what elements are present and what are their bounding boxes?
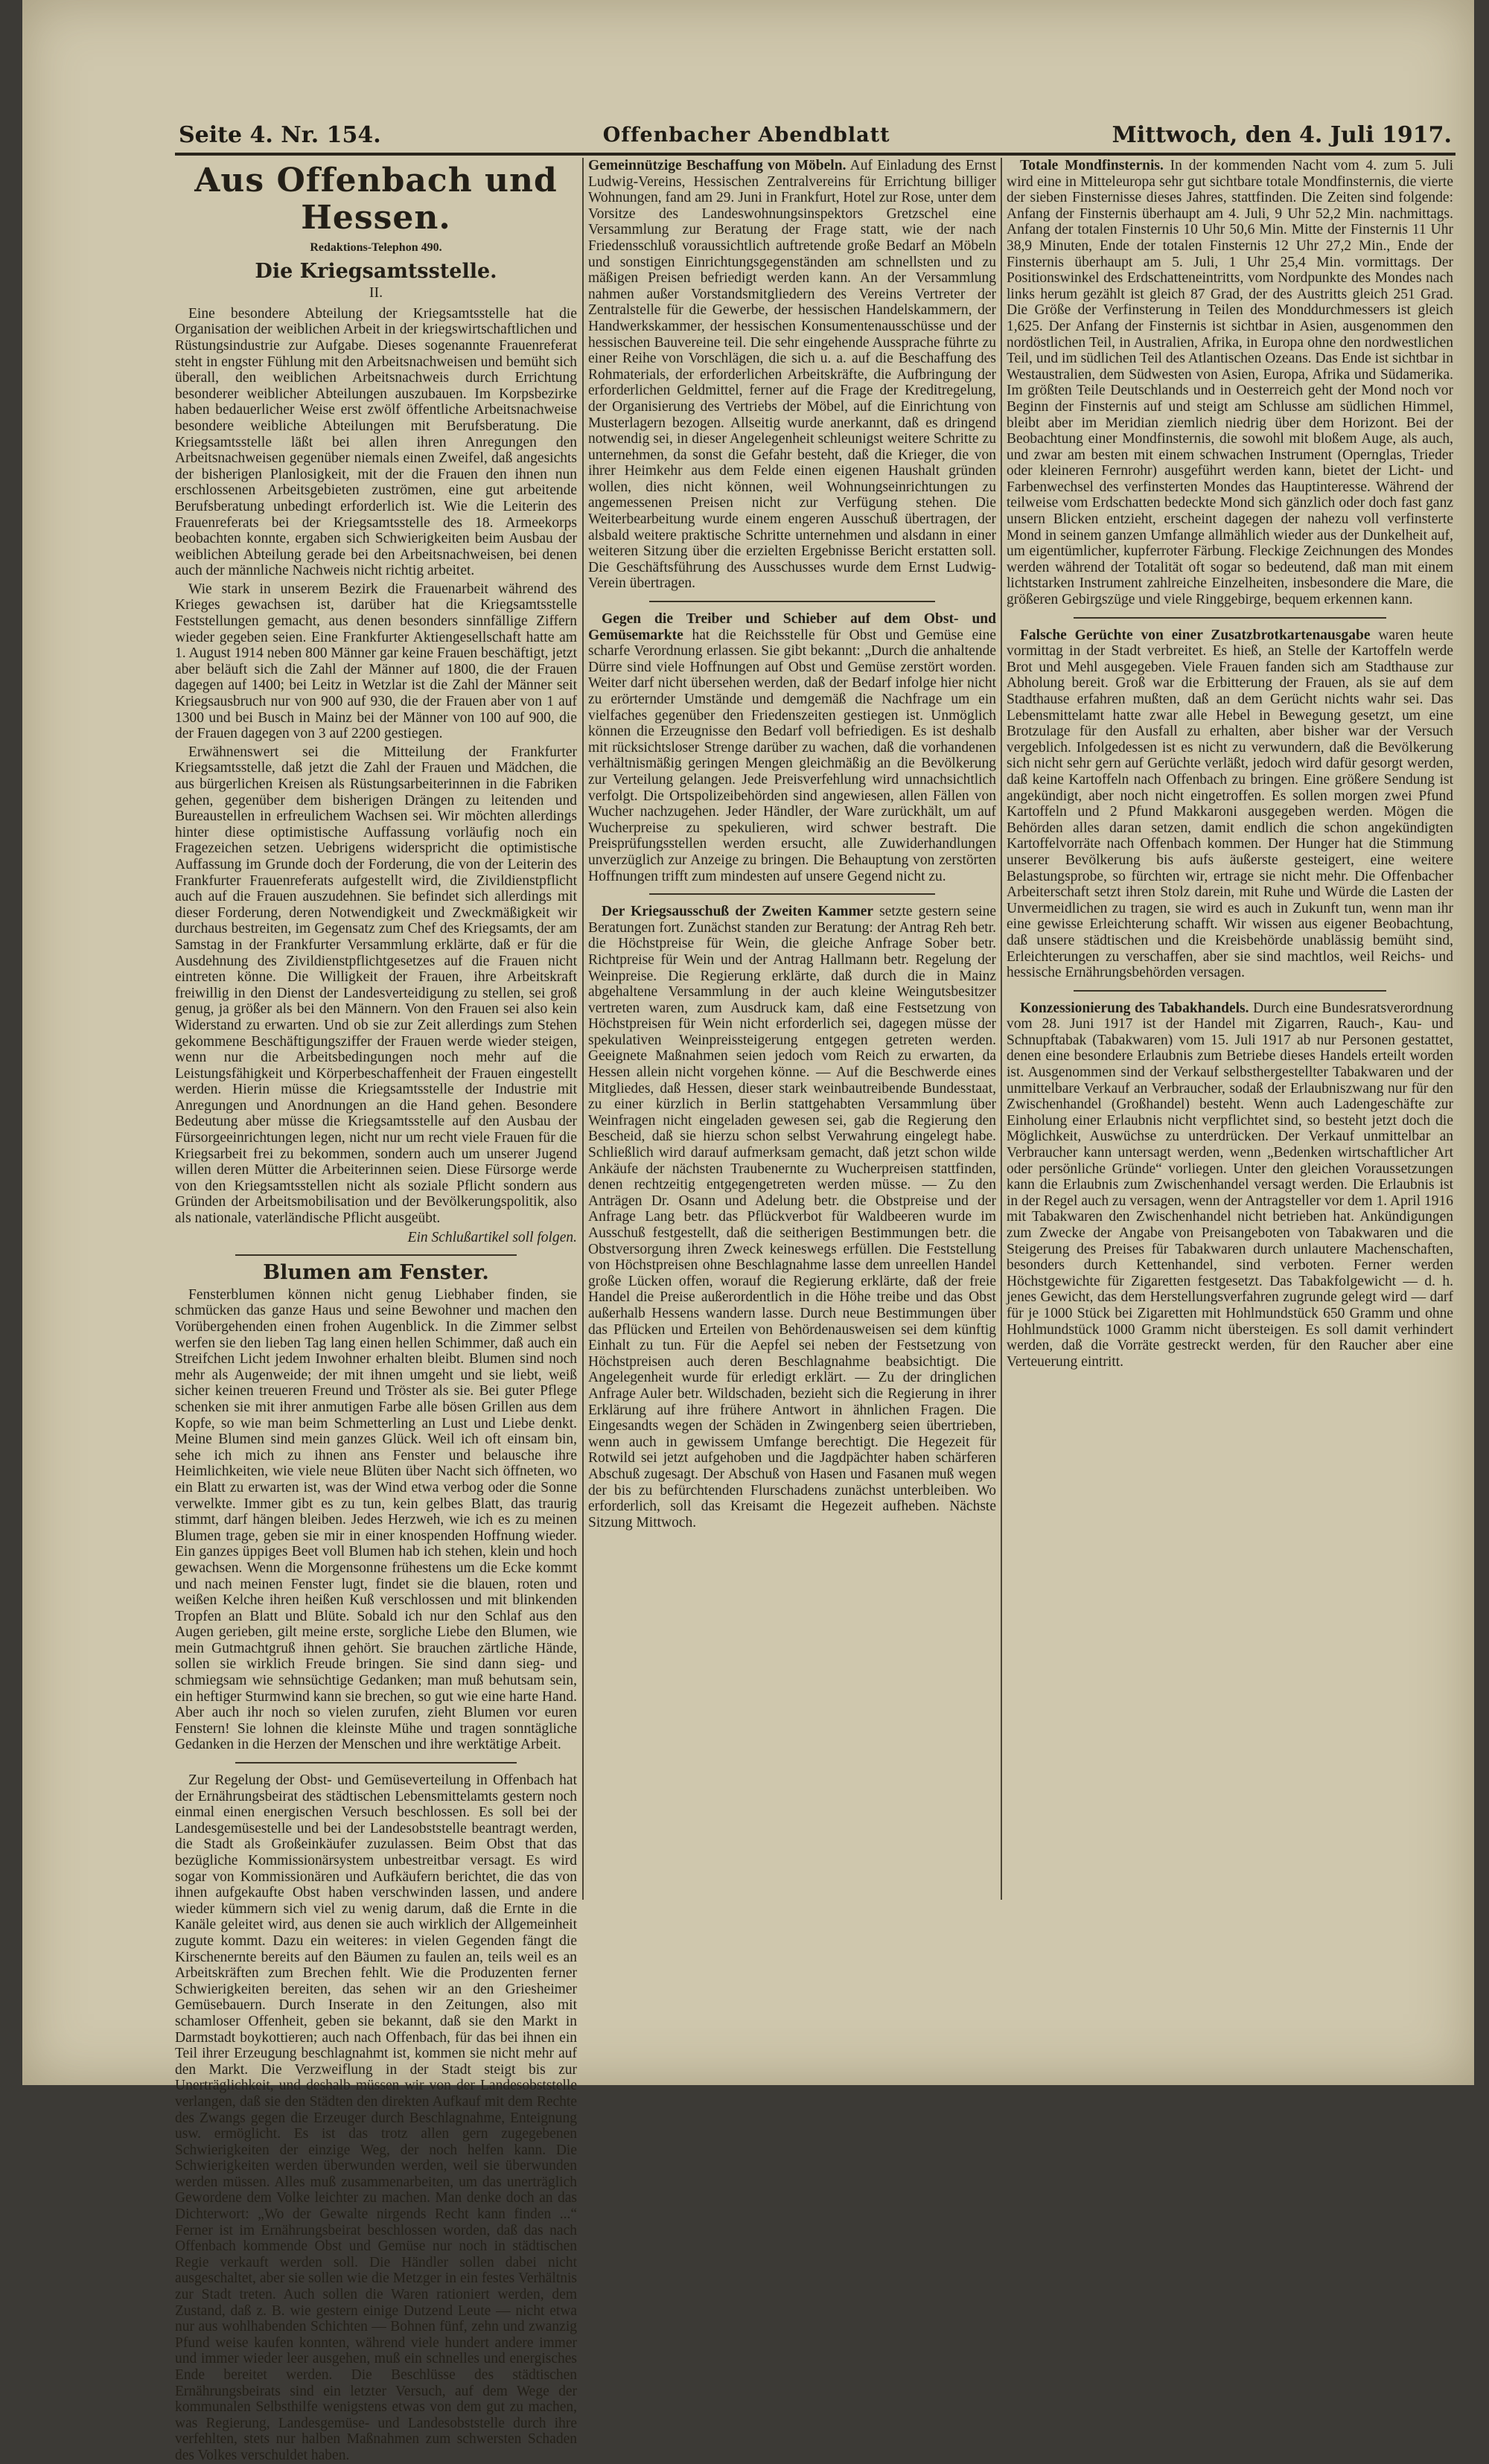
article-body: Auf Einladung des Ernst Ludwig-Vereins, Hessischen Zentralvereins für Errichtung billiger Wohnungen, fand am 29. Juni in Frankfurt, Hotel zur Rose, unter dem Vorsitze des Landeswohnungsinspektors Gretzschel eine Versammlung zur Beratung der Frage statt, wie der nach Friedensschluß voraussichtlich auftretende große Bedarf an Möbeln und sonstigen Einrichtungsgegenständen am schnellsten und zu mäßigen Preisen befriedigt werden kann. An der Versammlung nahmen außer Vorstandsmitgliedern des Vereins Vertreter der Zentralstelle für die Gewerbe, der hessischen Handelskammern, der Handwerkskammer, der hessischen Konsumentenausschüsse und der hessischen Bauvereine teil. Die sehr eingehende Aussprache führte zu einer Reihe von Vorschlägen, die sich u. a. auf die Beschaffung des Rohmaterials, der erforderlichen Arbeitskräfte, die Aufbringung der erforderlichen Geldmittel, ferner auf die Frage der Kreditregelung, der Organisierung des Vertriebs der Möbel, auf die Einrichtung von Musterlagern bezogen. Allseitig wurde anerkannt, daß es dringend notwendig sei, in dieser Angelegenheit schleunigst weitere Schritte zu unternehmen, da sonst die Gefahr besteht, daß die Krieger, die von ihrer Heimkehr aus dem Felde einen eigenen Haushalt gründen wollen, dies nicht können, weil Wohnungseinrichtungen zu angemessenen Preisen nicht zur Verfügung stehen. Die Weiterbearbeitung wurde einem engeren Ausschuß übertragen, der alsbald weitere praktische Schritte unternehmen und alsdann in einer weiteren Sitzung über die erzielten Ergebnisse Bericht erstatten soll. Die Geschäftsführung des Ausschusses wurde dem Ernst Ludwig-Verein übertragen. [588, 158, 996, 592]
article-title: Blumen am Fenster. [263, 1261, 489, 1285]
article-signoff: Ein Schlußartikel soll folgen. [407, 1229, 577, 1245]
article-lead: Gemeinnützige Beschaffung von Möbeln. [588, 158, 846, 173]
issue-date: Mittwoch, den 4. Juli 1917. [1112, 121, 1452, 148]
article-paragraph [1007, 628, 1453, 981]
masthead: Offenbacher Abendblatt [602, 123, 890, 147]
article-separator [1074, 990, 1386, 992]
article-separator [235, 1762, 517, 1764]
article-paragraph: Erwähnenswert sei die Mitteilung der Frankfurter Kriegsamtsstelle, daß jetzt die Zahl der Frauen und Mädchen, die aus bürgerlichen Kreisen als Rüstungsarbeiterinnen in die Fabriken gehen, gegenüber dem bisherigen Drängen zu leitenden und Bureaustellen in erfreulichem Wachsen sei. Wir möchten allerdings hinter diese optimistische Auffassung vorläufig noch ein Fragezeichen setzen. Uebrigens widerspricht die optimistische Auffassung im Grunde doch der Forderung, die von der Leiterin des Frankfurter Frauenreferats aufgestellt wird, die Zivildienstpflicht auch auf die Frauen auszudehnen. Sie befindet sich allerdings mit dieser Forderung, deren Notwendigkeit und Zweckmäßigkeit wir durchaus bestreiten, im Gegensatz zum Chef des Kriegsamts, der am Samstag in der Frankfurter Versammlung erklärte, daß er für die Ausdehnung des Zivildienstpflichtgesetzes auf die Frauen nicht eintreten könne. Die Willigkeit der Frauen, ihre Arbeitskraft freiwillig in den Dienst der Landesverteidigung zu stellen, sei groß genug, ja größer als bei den Männern. Von den Frauen sei also kein Widerstand zu erwarten. Und ob sie zur Zeit allerdings zum Stehen gekommene Beschäftigungsziffer der Frauen werde wieder steigen, wenn nur die Arbeitsbedingungen noch mehr auf die Leistungsfähigkeit und Körperbeschaffenheit der Frauen eingestellt werden. Hierin müsse die Kriegsamtsstelle der Industrie mit Anregungen und Anordnungen an die Hand gehen. Besondere Bedeutung aber müsse die Kriegsamtsstelle auf den Ausbau der Fürsorgeeinrichtungen legen, nicht nur um recht viele Frauen für die Kriegsarbeit frei zu bekommen, sondern auch um unserer Jugend willen deren Mütter die Arbeiterinnen seien. Diese Fürsorge werde von den Kriegsamtsstellen nicht als soziale Pflicht sondern aus Gründen der Arbeitsmobilisation und der Bevölkerungspolitik, also als nationale, vaterländische Pflicht ausgeübt. [175, 744, 577, 1227]
article-paragraph [1007, 1000, 1453, 1370]
page-number: Seite 4. Nr. 154. [179, 121, 381, 148]
column-rule [582, 158, 584, 1900]
article-lead: Konzessionierung des Tabakhandels. [1020, 1000, 1249, 1016]
article-separator [235, 1254, 517, 1256]
article-paragraph: Fensterblumen können nicht genug Liebhaber finden, sie schmücken das ganze Haus und seine Bewohner und machen den Vorübergehenden einen frohen Augenblick. In die Zimmer selbst werfen sie den lieben Tag lang einen hellen Schimmer, daß auch ein Streifchen Licht jedem Inwohner erhalten bleibt. Blumen sind noch mehr als Augenweide; der mit ihnen umgeht und sie liebt, weiß sicher keinen treueren Freund und Tröster als sie. Bei guter Pflege schenken sie mit ihrer anmutigen Farbe alle bösen Grillen aus dem Kopfe, so wie man beim Schmetterling an Lust und Liebe denkt. Meine Blumen sind mein ganzes Glück. Weil ich oft einsam bin, sehe ich mich zu ihnen ans Fenster und belausche ihre Heimlichkeiten, wie viele neue Blüten über Nacht sich öffneten, wo ein Blatt zu erwarten ist, was der Wind etwa verbog oder die Sonne verwelkte. Immer gibt es zu tun, kein gelbes Blatt, das traurig stimmt, darf hängen bleiben. Jedes Herzweh, wie ich es zu meinen Blumen trage, geben sie mir in einer knospenden Hoffnung wieder. Ein ganzes üppiges Beet voll Blumen hab ich stehen, klein und hoch gewachsen. Wenn die Morgensonne frühestens um die Ecke kommt und nach meinen Fenster lugt, findet sie die blauen, roten und weißen Kelche ihren heißen Kuß verschlossen und mit blinkenden Tropfen an Blatt und Blüte. Sobald ich nur den Schlaf aus den Augen gerieben, gilt meine erste, sorgliche Liebe den Blumen, wie mein Gutmachtgruß ihnen gehört. Sie brauchen zärtliche Hände, sollen sie wirklich Freude bringen. Sie sind dann sieg- und schmiegsam wie sehnsüchtige Gedanken; man muß behutsam sein, ein heftiger Sturmwind kann sie brechen, so gut wie eine harte Hand. Aber auch ihr noch so vielen zurufen, zieht Blumen vor euren Fenstern! Sie lohnen die kleinste Mühe und tragen sonntägliche Gedanken in die Herzen der Menschen und ihre werktätige Arbeit. [175, 1286, 577, 1753]
column-1 [175, 158, 577, 2463]
header-rule [175, 153, 1455, 156]
article-paragraph [588, 158, 996, 592]
article-paragraph [1007, 158, 1453, 608]
article-paragraph [588, 611, 996, 884]
article-body: hat die Reichsstelle für Obst und Gemüse eine scharfe Verordnung erlassen. Sie gibt bekannt: „Durch die anhaltende Dürre sind viele Hoffnungen auf Obst und Gemüse zerstört worden. Weiter darf nicht übersehen werden, daß der Bedarf infolge hier nicht zu erörternder Umstände und demgemäß die Nachfrage um ein vielfaches gegenüber den Friedenszeiten gestiegen ist. Unmöglich können die Erzeugnisse den Bedarf voll befriedigen. Es ist deshalb mit rücksichtsloser Strenge darüber zu wachen, daß die vorhandenen verhältnismäßig geringen Mengen gleichmäßig an die Bevölkerung zur Verteilung gelangen. Jede Preisverfehlung wird unnachsichtlich verfolgt. Die Ortspolizeibehörden sind angewiesen, allen Fällen von Wucher nachzugehen. Jeder Händler, der Ware zurückhält, um auf Wucherpreise zu spekulieren, wird schwer bestraft. Die Preisprüfungsstellen werden ersucht, alle Zuwiderhandlungen unverzüglich zur Anzeige zu bringen. Die Behauptung von zerstörten Hoffnungen trifft zum mindesten auf unsere Gegend nicht zu. [588, 627, 996, 884]
article-title: Die Kriegsamtsstelle. [255, 259, 497, 283]
article-lead: Totale Mondfinsternis. [1020, 158, 1164, 173]
article-paragraph: Eine besondere Abteilung der Kriegsamtsstelle hat die Organisation der weiblichen Arbeit in der kriegswirtschaftlichen und Rüstungsindustrie zur Aufgabe. Dieses sogenannte Frauenreferat steht in engster Fühlung mit den Arbeitsnachweisen und bemüht sich überall, den weiblichen Arbeitsnachweis durch Errichtung besonderer weiblicher Abteilungen auszubauen. Im Korpsbezirke haben bedauerlicher Weise erst zwölf öffentliche Arbeitsnachweise besondere weibliche Abteilungen mit Berufsberatung. Die Kriegsamtsstelle läßt bei allen ihren Anregungen den Arbeitsnachweisen gegenüber niemals einen Zweifel, daß angesichts der bisherigen Planlosigkeit, mit der die Frauen den ihnen nun erschlossenen Arbeitsgebieten zuströmen, eine gut arbeitende Berufsberatung unbedingt erforderlich ist. Wie die Leiterin des Frauenreferats bei der Kriegsamtsstelle des 18. Armeekorps beobachten konnte, ergaben sich Schwierigkeiten beim Ausbau der weiblichen Abteilung gerade bei den Arbeitsnachweisen, bei denen auch der männliche Nachweis nicht richtig arbeitet. [175, 305, 577, 579]
article-paragraph [588, 904, 996, 1531]
article-body: waren heute vormittag in der Stadt verbreitet. Es hieß, an Stelle der Kartoffeln werde Brot und Mehl ausgegeben. Viele Frauen fanden sich am Stadthause zur Abholung bereit. Groß war die Erbitterung der Frauen, als sie auf dem Stadthause erfahren mußten, daß an dem Gerücht nichts wahr sei. Das Lebensmittelamt hatte zwar alle Hebel in Bewegung gesetzt, um eine Brotzulage für den Ausfall zu erhalten, aber bisher war der Versuch vergeblich. Infolgedessen ist es nicht zu verwundern, daß die Bevölkerung sich nicht sehr gern auf Gerüchte verläßt, jedoch wird dafür gesorgt werden, daß keine Kartoffeln nach Offenbach zu bringen. Eine größere Sendung ist angekündigt, aber noch nicht eingetroffen. Es sollen morgen zwei Pfund Kartoffeln und 2 Pfund Makkaroni ausgegeben werden. Mögen die Behörden alles daran setzen, damit endlich die schon angekündigten Kartoffelvorräte nach Offenbach kommen. Der Hunger hat die Stimmung unserer Bevölkerung bis aufs äußerste gesteigert, eine weitere Belastungsprobe, so fürchten wir, ertrage sie nicht mehr. Die Offenbacher Arbeiterschaft setzt ihren Stolz darein, mit Ruhe und Würde die Lasten der Unvermeidlichen zu tragen, sie wird es auch in Zukunft tun, wenn man ihr eine gewisse Erleichterung schafft. Wir wissen aus eigener Beobachtung, daß unsere städtischen und die Kreisbehörde unablässig bemüht sind, Erleichterungen zu verschaffen, aber sie sind machtlos, weil Reichs- und hessische Ernährungsbehörden versagen. [1007, 627, 1454, 981]
article-separator [649, 893, 935, 895]
article-separator [1074, 617, 1386, 619]
article-lead: Gegen die Treiber und Schieber auf dem Obst- und Gemüsemarkte [588, 611, 996, 643]
article-body: Durch eine Bundesratsverordnung vom 28. Juni 1917 ist der Handel mit Zigarren, Rauch-, Kau- und Schnupftabak (Tabakwaren) vom 15. Juli 1917 ab nur Personen gestattet, denen eine besondere Erlaubnis zum Betriebe dieses Handels erteilt worden ist. Ausgenommen sind der Verkauf selbsthergestellter Tabakwaren und der unmittelbare Verkauf an Verbraucher, sodaß der Erlaubniszwang nur für den Zwischenhandel (Großhandel) besteht. Wenn auch Ladengeschäfte zur Einholung einer Erlaubnis nicht verpflichtet sind, so besteht jetzt doch die Möglichkeit, Auswüchse zu unterdrücken. Der Verkauf unmittelbar an Verbraucher kann untersagt werden, wenn „Bedenken wirtschaftlicher Art oder persönliche Gründe“ vorliegen. Unter den gleichen Voraussetzungen kann die Erlaubnis zum Zwischenhandel versagt werden. Die Erlaubnis ist in der Regel auch zu versagen, wenn der Antragsteller vor dem 1. April 1916 mit Tabakwaren den Zwischenhandel nicht betrieben hat. Ankündigungen zum Zwecke der Angabe von Preisangeboten von Tabakwaren und die Steigerung des Preises für Tabakwaren durch unlautere Machenschaften, besonders durch Kettenhandel, sind verboten. Ferner werden Höchstgewichte für Zigaretten festgesetzt. Das Tabakfolgewicht — d. h. jenes Gewicht, das dem Herstellungsverfahren zugrunde gelegt wird — darf für je 1000 Stück bei Zigaretten mit Hohlmundstück 650 Gramm und ohne Hohlmundstück 1000 Gramm nicht übersteigen. Es soll damit verhindert werden, daß die Vorräte gestreckt werden, für den Raucher aber eine Verteuerung eintritt. [1007, 1000, 1453, 1370]
article-lead: Der Kriegsausschuß der Zweiten Kammer [602, 904, 874, 920]
article-body: setzte gestern seine Beratungen fort. Zunächst standen zur Beratung: der Antrag Reh betr. die Höchstpreise für Wein, die gleiche Anfrage Sober betr. Richtpreise für Wein und der Antrag Hallmann betr. Regelung der Weinpreise. Die Regierung erklärte, daß durch die in Mainz abgehaltene Versammlung in der auch kleine Weingutsbesitzer vertreten waren, zum Ausdruck kam, daß eine Festsetzung von Höchstpreisen für Wein nicht erforderlich sei, dagegen müsse der spekulativen Weinpreissteigerung entgegen getreten werden. Geeignete Maßnahmen seien jedoch vom Reich zu erwarten, da Hessen allein nicht vorgehen könne. — Auf die Beschwerde eines Mitgliedes, daß Hessen, dieser stark weinbautreibende Bundesstaat, zu einer kürzlich in Berlin stattgehabten Versammlung über Weinfragen nicht eingeladen gewesen sei, gab die Regierung den Bescheid, daß sie hierzu schon selbst Verwahrung eingelegt habe. Schließlich wird darauf aufmerksam gemacht, daß jetzt schon wilde Ankäufe der nächsten Traubenernte zu Wucherpreisen stattfinden, denen rechtzeitig entgegengetreten werden müsse. — Zu den Anträgen Dr. Osann und Adelung betr. die Obstpreise und der Anfrage Lang betr. das Pflückverbot für Waldbeeren wurde im Ausschuß festgestellt, daß die seitherigen Bestimmungen betr. die Obstversorgung ihren Zweck keineswegs erfüllen. Die Feststellung von Höchstpreisen ohne Beschlagnahme lasse dem unreellen Handel große Lücken offen, worauf die Regierung erklärte, daß der freie Handel die Preise außerordentlich in die Höhe treibe und das Obst außerhalb Hessens wandern lasse. Durch neue Bestimmungen über das Pflücken und Erteilen von Behördenausweisen sei dem künftig Einhalt zu tun. Für die Aepfel sei neben der Festsetzung von Höchstpreisen auch deren Beschlagnahme beabsichtigt. Die Angelegenheit wurde für erledigt erklärt. — Zu der dringlichen Anfrage Auler betr. Wildschaden, bezieht sich die Regierung in ihrer Erklärung auf ihre frühere Antwort in ähnlichen Fragen. Die Eingesandts wegen der Schäden in Zwingenberg seien übertrieben, wenn auch in gewissem Umfange berechtigt. Die Hegezeit für Rotwild sei jetzt aufgehoben und die Jagdpächter haben schärferen Abschuß zugesagt. Der Abschuß von Hasen und Fasanen muß wegen der bis zu befürchtenden Flurschadens zunächst unterbleiben. Wo erforderlich, soll das Kreisamt die Hegezeit aufheben. Nächste Sitzung Mittwoch. [588, 904, 996, 1531]
newspaper-page [22, 0, 1474, 2463]
article-paragraph: Zur Regelung der Obst- und Gemüseverteilung in Offenbach hat der Ernährungsbeirat des städtischen Lebensmittelamts gestern noch einmal einen energischen Versuch beschlossen. Es soll bei der Landesgemüsestelle und bei der Landesobststelle beantragt werden, die Stadt als Großeinkäufer zuzulassen. Beim Obst that das bezügliche Kommissionärsystem unbestreitbar versagt. Es wird sogar von Kommissionären und Aufkäufern berichtet, die das von ihnen aufgekaufte Obst haben verschwinden lassen, und andere wieder kümmern sich viel zu wenig darum, daß die Ernte in die Kanäle geleitet wird, aus denen sie auch wirklich der Allgemeinheit zugute kommt. Dazu ein weiteres: in vielen Gegenden fängt die Kirschenernte bereits auf den Bäumen zu faulen an, teils weil es an Arbeitskräften zum Brechen fehlt. Wie die Produzenten ferner Schwierigkeiten bereiten, das sehen wir an den Griesheimer Gemüsebauern. Durch Inserate in den Zeitungen, also mit schamloser Offenheit, geben sie bekannt, daß sie den Markt in Darmstadt boykottieren; auch nach Offenbach, für das bei ihnen ein Teil ihrer Erzeugung beschlagnahmt ist, kommen sie nicht mehr auf den Markt. Die Verzweiflung in der Stadt steigt bis zur Unerträglichkeit, und deshalb müssen wir von der Landesobststelle verlangen, daß sie den Städten den direkten Aufkauf mit dem Rechte des Zwangs gegen die Erzeuger durch Beschlagnahme, Enteignung usw. ermöglicht. Es ist das trotz allen gern zugegebenen Schwierigkeiten der einzige Weg, der noch helfen kann. Die Schwierigkeiten werden überwunden werden, weil sie überwunden werden müssen. Alles muß zusammenarbeiten, um das unerträglich Gewordene dem Volke leichter zu machen. Man denke doch an das Dichterwort: „Wo der Gewalte nirgends Recht kann finden ...“ Ferner ist im Ernährungsbeirat beschlossen worden, daß das nach Offenbach kommende Obst und Gemüse nur noch in städtischen Regie verkauft werden soll. Die Händler sollen dabei nicht ausgeschaltet, aber sie sollen wie die Metzger in ein festes Verhältnis zur Stadt treten. Auch sollen die Waren rationiert werden, dem Zustand, daß z. B. wie gestern einige Dutzend Leute — nicht etwa nur aus wohlhabenden Schichten — Bohnen fünf, zehn und zwanzig Pfund weise kaufen konnten, während viele hundert andere immer und immer wieder leer ausgehen, muß ein schnelles und energisches Ende bereitet werden. Die Beschlüsse des städtischen Ernährungsbeirats sind ein letzter Versuch, auf dem Wege der kommunalen Selbsthilfe wenigstens etwas von dem gut zu machen, was Regierung, Landesgemüse- und Landesobststelle durch ihre verfehlten, stets nur halben Maßnahmen zum schwersten Schaden des Volkes verschuldet haben. [175, 1772, 577, 2463]
column-rule [1001, 158, 1002, 1900]
running-header [179, 118, 1452, 152]
column-3 [1007, 158, 1453, 1930]
section-title: Aus Offenbach und Hessen. [194, 162, 558, 237]
article-part: II. [369, 284, 383, 301]
article-separator [649, 601, 935, 602]
article-paragraph: Wie stark in unserem Bezirk die Frauenarbeit während des Krieges gewachsen ist, darüber hat die Kriegsamtsstelle Feststellungen gemacht, aus denen besonders sinnfällige Ziffern wieder gegeben seien. Eine Frankfurter Aktiengesellschaft hatte am 1. August 1914 neben 800 Männer gar keine Frauen beschäftigt, jetzt aber beläuft sich die Zahl der Männer auf 1800, die der Frauen dagegen auf 1400; bei Leitz in Wetzlar ist die Zahl der Männer seit Kriegsausbruch nur von 900 auf 930, die der Frauen aber von 1 auf 1300 und bei Busch in Mainz bei der Männer von 100 auf 900, die der Frauen dagegen von 3 auf 2200 gestiegen. [175, 581, 577, 742]
article-body: In der kommenden Nacht vom 4. zum 5. Juli wird eine in Mitteleuropa sehr gut sichtbare totale Mondfinsternis, die vierte der sieben Finsternisse dieses Jahres, stattfinden. Die Zeiten sind folgende: Anfang der Finsternis überhaupt am 4. Juli, 9 Uhr 52,2 Min. nachmittags. Anfang der totalen Finsternis 10 Uhr 50,6 Min. Mitte der Finsternis 11 Uhr 38,9 Minuten, Ende der totalen Finsternis 12 Uhr 27,2 Min., Ende der Finsternis überhaupt am 5. Juli, 1 Uhr 25,4 Min. vormittags. Der Positionswinkel des Erdschatteneintritts, vom Nordpunkte des Mondes nach links herum gezählt ist gleich 87 Grad, der des Austritts gleich 251 Grad. Die Größe der Verfinsterung in Teilen des Monddurchmessers ist gleich 1,625. Der Anfang der Finsternis ist sichtbar in Asien, ausgenommen den nordöstlichen Teil, in Australien, Afrika, in Europa ohne den nordwestlichen Teil, und im südlichen Teil des Atlantischen Ozeans. Das Ende ist sichtbar in Westaustralien, dem Südwesten von Asien, Europa, Afrika und Südamerika. Im größten Teile Deutschlands und in Oesterreich geht der Mond noch vor Beginn der Finsternis auf und steigt am Schlusse am südlichen Himmel, bleibt aber im Meridian ziemlich niedrig über dem Horizont. Bei der Beobachtung einer Mondfinsternis, die sowohl mit bloßem Auge, als auch, und zwar am besten mit einem schwachen Instrument (Opernglas, Trieder oder kleineren Fernrohr) ausgeführt werden kann, bietet der Licht- und Farbenwechsel des verfinsterten Mondes das Hauptinteresse. Während der teilweise vom Erdschatten bedeckte Mond sich gänzlich oder doch fast ganz unsern Blicken entzieht, erscheint dagegen der nahezu voll verfinsterte Mond in seinem ganzen Umfange allmählich wieder aus der Dunkelheit auf, um eigentümlicher, kupferroter Färbung. Fleckige Zeichnungen des Mondes werden während der Totalität oft sogar so bedeutend, daß man mit einem lichtstarken Instrument zahlreiche Einzelheiten, insbesondere die Mare, die größeren Gebirgszüge und viele Ringgebirge, bequem erkennen kann. [1007, 158, 1453, 608]
article-lead: Falsche Gerüchte von einer Zusatzbrotkartenausgabe [1020, 627, 1371, 643]
redaktion-telephone: Redaktions-Telephon 490. [310, 241, 442, 254]
column-2 [588, 158, 996, 1930]
